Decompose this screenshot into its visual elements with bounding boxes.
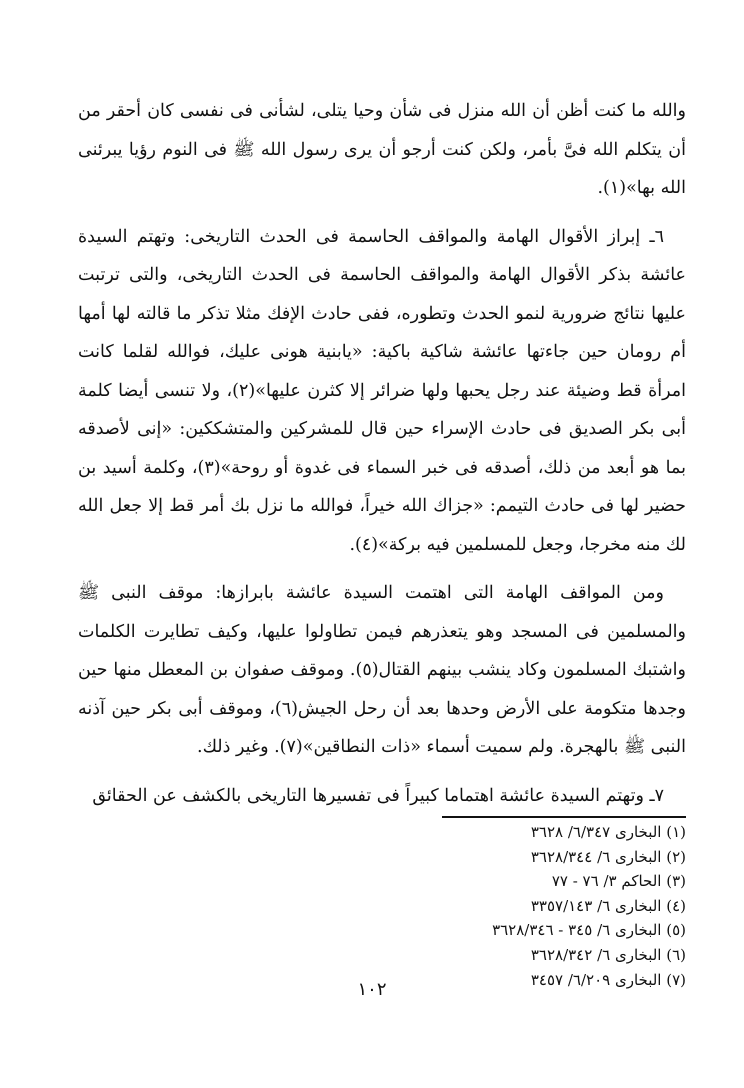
paragraph-important-positions: ومن المواقف الهامة التى اهتمت السيدة عائشة بابرازها: موقف النبى ﷺ والمسلمين فى المسجد وهو يتعذرهم فيمن تطاولوا عليها، وكيف تطايرت الكلمات واشتبك المسلمون وكاد ينشب بينهم القتال(٥). وموقف صفوان بن المعطل منها حين وجدها متكومة على الأرض وحدها بعد أن رحل الجيش(٦)، وموقف أبى بكر حين آذنه النبى ﷺ بالهجرة. ولم سميت أسماء «ذات النطاقين»(٧). وغير ذلك. bbox=[78, 583, 686, 757]
main-text bbox=[78, 92, 686, 825]
footnote-separator bbox=[442, 816, 686, 818]
paragraph-point-6: ٦ـ إبراز الأقوال الهامة والمواقف الحاسمة فى الحدث التاريخى: وتهتم السيدة عائشة بذكر الأقوال الهامة والمواقف الحاسمة فى الحدث التاريخى، والتى ترتبت عليها نتائج ضرورية لنمو الحدث وتطوره، ففى حادث الإفك مثلا تذكر ما قالته لها أمها أم رومان حين جاءتها عائشة شاكية باكية: «يابنية هونى عليك، فوالله لقلما كانت امرأة قط وضيئة عند رجل يحبها ولها ضرائر إلا كثرن عليها»(٢)، ولا تنسى أيضا كلمة أبى بكر الصديق فى حادث الإسراء حين قال للمشركين والمتشككين: «إنى لأصدقه بما هو أبعد من ذلك، أصدقه فى خبر السماء فى غدوة أو روحة»(٣)، وكلمة أسيد بن حضير لها فى حادث التيمم: «جزاك الله خيراً، فوالله ما نزل بك أمر قط إلا جعل الله لك منه مخرجا، وجعل للمسلمين فيه بركة»(٤). bbox=[78, 226, 686, 555]
footnote-2: (٢) البخارى ٦/ ٣٦٢٨/٣٤٤ bbox=[530, 847, 686, 866]
footnote-4: (٤) البخارى ٦/ ٣٣٥٧/١٤٣ bbox=[530, 896, 686, 915]
page-number: ١٠٢ bbox=[357, 979, 387, 1000]
footnote-1: (١) البخارى ٦/٣٤٧/ ٣٦٢٨ bbox=[530, 823, 686, 841]
footnote-6: (٦) البخارى ٦/ ٣٦٢٨/٣٤٢ bbox=[530, 945, 686, 964]
footnotes bbox=[360, 820, 686, 992]
paragraph-quote-ending: والله ما كنت أظن أن الله منزل فى شأن وحيا يتلى، لشأنى فى نفسى كان أحقر من أن يتكلم الله فىَّ بأمر، ولكن كنت أرجو أن يرى رسول الله ﷺ فى النوم رؤيا يبرئنى الله بها»(١). bbox=[78, 101, 686, 198]
paragraph-point-7: ٧ـ وتهتم السيدة عائشة اهتماما كبيراً فى تفسيرها التاريخى بالكشف عن الحقائق bbox=[92, 785, 664, 806]
footnote-5: (٥) البخارى ٦/ ٣٤٥ - ٣٦٢٨/٣٤٦ bbox=[492, 921, 686, 940]
footnote-7: (٧) البخارى ٦/٢٠٩/ ٣٤٥٧ bbox=[530, 970, 686, 989]
footnote-3: (٣) الحاكم ٣/ ٧٦ - ٧٧ bbox=[551, 872, 686, 891]
